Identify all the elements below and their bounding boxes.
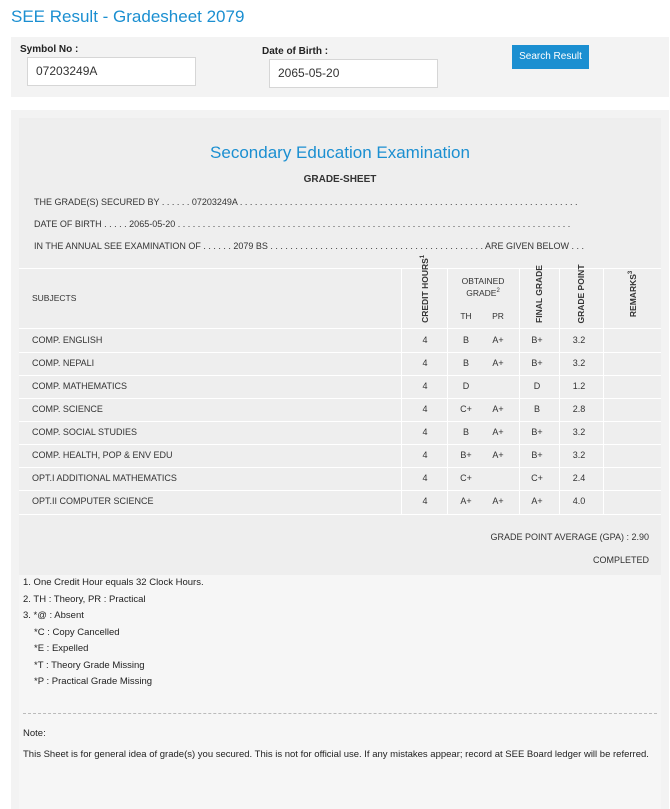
subject-cell: OPT.II COMPUTER SCIENCE xyxy=(32,496,154,506)
note-item: *E : Expelled xyxy=(34,643,89,654)
row-divider xyxy=(19,352,661,353)
subject-cell: COMP. SOCIAL STUDIES xyxy=(32,427,138,437)
notes-panel xyxy=(19,575,661,809)
col-divider xyxy=(447,268,448,514)
pr-grade-cell: A+ xyxy=(492,358,504,368)
obtained-header: OBTAINED xyxy=(461,276,505,286)
grade-point-cell: 4.0 xyxy=(572,496,586,506)
symbol-no-label: Symbol No : xyxy=(20,44,79,55)
subject-cell: COMP. NEPALI xyxy=(32,358,95,368)
footer-note-text: This Sheet is for general idea of grade(s) you secured. This is not for official use. If any mistakes appear; record at SEE Board ledger will be referred. xyxy=(23,749,649,760)
th-grade-cell: C+ xyxy=(460,404,472,414)
final-grade-cell: B+ xyxy=(531,427,543,437)
subjects-header: SUBJECTS xyxy=(32,293,77,303)
gradesheet-container xyxy=(11,110,669,809)
obtained-sup: 2 xyxy=(496,288,500,295)
note-item: *C : Copy Cancelled xyxy=(34,627,120,638)
note-item: 2. TH : Theory, PR : Practical xyxy=(23,594,146,605)
remarks-sup: 3 xyxy=(628,270,635,275)
grade-point-cell: 3.2 xyxy=(572,335,586,345)
grade-point-cell: 3.2 xyxy=(572,427,586,437)
grade-point-cell: 2.8 xyxy=(572,404,586,414)
col-divider xyxy=(603,268,604,514)
credit-cell: 4 xyxy=(422,335,428,345)
pr-grade-cell: A+ xyxy=(492,335,504,345)
th-grade-cell: B xyxy=(462,358,469,368)
th-grade-cell: C+ xyxy=(460,473,472,483)
grade-point-cell: 3.2 xyxy=(572,450,586,460)
note-item: 3. *@ : Absent xyxy=(23,610,84,621)
gradesheet-heading: GRADE-SHEET xyxy=(303,174,377,185)
final-grade-cell: B+ xyxy=(531,335,543,345)
note-item: *P : Practical Grade Missing xyxy=(34,676,153,687)
note-item: 1. One Credit Hour equals 32 Clock Hours. xyxy=(23,577,204,588)
search-result-button[interactable]: Search Result xyxy=(512,45,589,69)
grade-point-header: GRADE POINT xyxy=(576,264,586,324)
subject-cell: COMP. ENGLISH xyxy=(32,335,103,345)
remarks-header xyxy=(626,264,638,324)
subject-cell: OPT.I ADDITIONAL MATHEMATICS xyxy=(32,473,177,483)
col-divider xyxy=(519,268,520,514)
th-header: TH xyxy=(460,311,472,321)
credit-cell: 4 xyxy=(422,358,428,368)
dob-input[interactable]: 2065-05-20 xyxy=(269,59,438,88)
table-bottom-border xyxy=(19,514,661,515)
pr-header: PR xyxy=(492,311,504,321)
footer-note-label: Note: xyxy=(23,728,46,739)
grade-point-cell: 1.2 xyxy=(572,381,586,391)
grade-point-cell: 2.4 xyxy=(572,473,586,483)
final-grade-cell: B xyxy=(533,404,540,414)
th-grade-cell: B xyxy=(462,427,469,437)
credit-hours-sup: 1 xyxy=(420,254,427,259)
table-header-border xyxy=(19,328,661,329)
pr-grade-cell: A+ xyxy=(492,427,504,437)
credit-cell: 4 xyxy=(422,427,428,437)
subject-cell: COMP. MATHEMATICS xyxy=(32,381,128,391)
col-divider xyxy=(559,268,560,514)
th-grade-cell: D xyxy=(462,381,470,391)
final-grade-cell: D xyxy=(533,381,541,391)
grade-label: GRADE xyxy=(466,288,497,298)
subject-cell: COMP. SCIENCE xyxy=(32,404,103,414)
info-secured-by: THE GRADE(S) SECURED BY . . . . . . 07203249A . . . . . . . . . . . . . . . . . . . . . . . . . . . . . . . . . . . . . . . . . . . . . . . . . . . . . . . . . . . . . . . . . . . . xyxy=(34,197,578,207)
exam-title: Secondary Education Examination xyxy=(210,143,470,162)
grade-subheader xyxy=(447,288,519,298)
final-grade-cell: B+ xyxy=(531,450,543,460)
search-panel xyxy=(11,37,669,97)
credit-cell: 4 xyxy=(422,404,428,414)
th-grade-cell: B+ xyxy=(460,450,472,460)
col-divider xyxy=(401,268,402,514)
pr-grade-cell: A+ xyxy=(492,496,504,506)
pr-grade-cell: A+ xyxy=(492,404,504,414)
symbol-no-input[interactable]: 07203249A xyxy=(27,57,196,86)
final-grade-cell: A+ xyxy=(531,496,543,506)
credit-hours-header xyxy=(418,254,430,323)
subject-cell: COMP. HEALTH, POP & ENV EDU xyxy=(32,450,173,460)
table-top-border xyxy=(19,268,661,269)
row-divider xyxy=(19,467,661,468)
credit-hours-label: CREDIT HOURS xyxy=(419,258,430,323)
credit-cell: 4 xyxy=(422,496,428,506)
row-divider xyxy=(19,444,661,445)
dob-label: Date of Birth : xyxy=(262,46,329,57)
gpa-text: GRADE POINT AVERAGE (GPA) : 2.90 xyxy=(490,532,649,542)
pr-grade-cell: A+ xyxy=(492,450,504,460)
credit-cell: 4 xyxy=(422,473,428,483)
final-grade-header: FINAL GRADE xyxy=(534,265,544,323)
final-grade-cell: B+ xyxy=(531,358,543,368)
remarks-label: REMARKS xyxy=(627,274,638,318)
notes-divider xyxy=(23,713,657,714)
row-divider xyxy=(19,398,661,399)
page-title: SEE Result - Gradesheet 2079 xyxy=(11,7,245,26)
th-grade-cell: A+ xyxy=(460,496,472,506)
row-divider xyxy=(19,375,661,376)
grade-point-cell: 3.2 xyxy=(572,358,586,368)
row-divider xyxy=(19,490,661,491)
final-grade-cell: C+ xyxy=(531,473,543,483)
result-status: COMPLETED xyxy=(592,555,649,565)
note-item: *T : Theory Grade Missing xyxy=(34,660,145,671)
info-exam: IN THE ANNUAL SEE EXAMINATION OF . . . . . . 2079 BS . . . . . . . . . . . . . . . . . . . . . . . . . . . . . . . . . . . . . . . . . . . ARE GIVEN BELOW . . . xyxy=(34,241,584,251)
credit-cell: 4 xyxy=(422,381,428,391)
row-divider xyxy=(19,421,661,422)
credit-cell: 4 xyxy=(422,450,428,460)
th-grade-cell: B xyxy=(462,335,469,345)
info-dob: DATE OF BIRTH . . . . . 2065-05-20 . . . . . . . . . . . . . . . . . . . . . . . . . . . . . . . . . . . . . . . . . . . . . . . . . . . . . . . . . . . . . . . . . . . . . . . . . . . . . . . xyxy=(34,219,571,229)
gradesheet xyxy=(19,118,661,809)
